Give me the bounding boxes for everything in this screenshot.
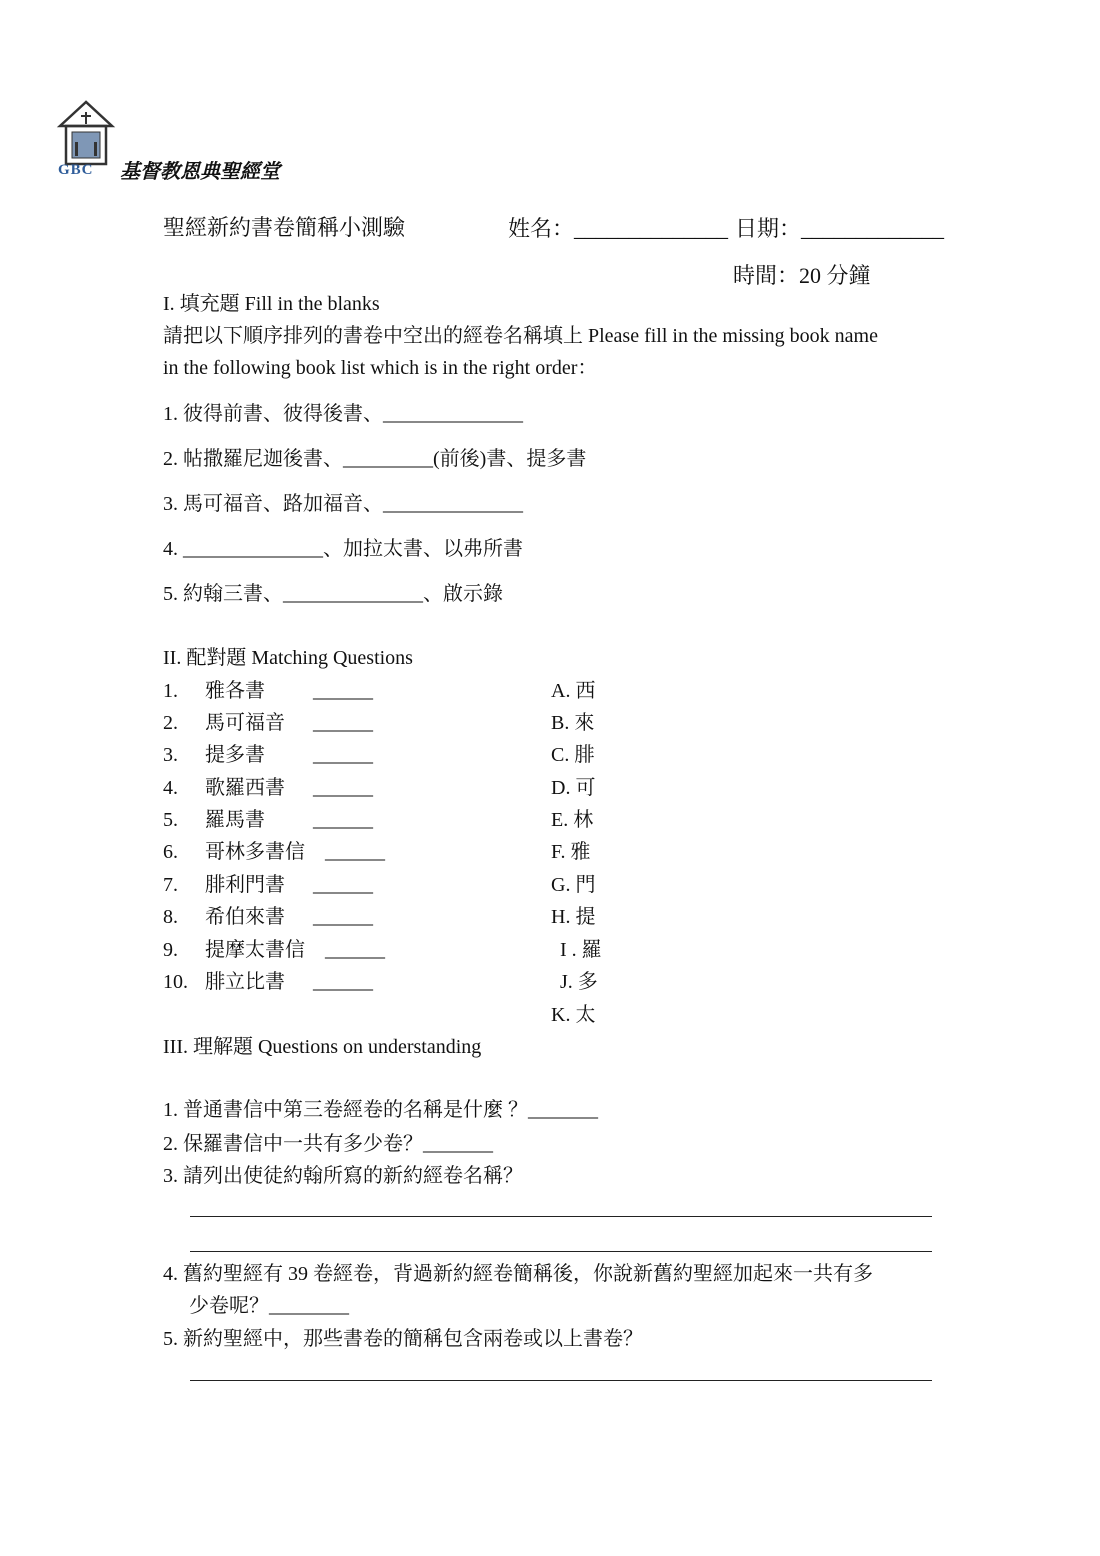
section3-heading: III. 理解題 Questions on understanding xyxy=(163,1036,482,1058)
match-blank[interactable]: ______ xyxy=(313,680,373,702)
match-book: 馬可福音 xyxy=(205,712,285,734)
question-3: 3. 請列出使徒約翰所寫的新約經卷名稱？ xyxy=(163,1165,523,1187)
fill-item[interactable]: 4. ______________、加拉太書、以弗所書 xyxy=(163,538,523,560)
section1-heading: I. 填充題 Fill in the blanks xyxy=(163,293,380,315)
question-4: 4. 舊約聖經有 39 卷經卷，背過新約經卷簡稱後，你說新舊約聖經加起來一共有多 xyxy=(163,1263,873,1285)
match-blank[interactable]: ______ xyxy=(313,971,373,993)
answer-line[interactable] xyxy=(190,1216,932,1217)
fill-item[interactable]: 2. 帖撒羅尼迦後書、_________(前後)書、提多書 xyxy=(163,448,587,470)
match-blank[interactable]: ______ xyxy=(313,809,373,831)
match-blank[interactable]: ______ xyxy=(325,841,385,863)
match-book: 腓利門書 xyxy=(205,874,285,896)
question-4-cont[interactable]: 少卷呢？________ xyxy=(189,1295,349,1317)
fill-item[interactable]: 5. 約翰三書、______________、啟示錄 xyxy=(163,583,503,605)
match-num: 6. xyxy=(163,841,178,863)
match-num: 8. xyxy=(163,906,178,928)
match-blank[interactable]: ______ xyxy=(313,744,373,766)
fill-item[interactable]: 1. 彼得前書、彼得後書、______________ xyxy=(163,403,523,425)
match-num: 3. xyxy=(163,744,178,766)
match-blank[interactable]: ______ xyxy=(313,906,373,928)
match-blank[interactable]: ______ xyxy=(313,777,373,799)
match-num: 4. xyxy=(163,777,178,799)
match-option: A. 西 xyxy=(551,680,596,702)
quiz-title: 聖經新約書卷簡稱小測驗 xyxy=(163,215,406,240)
match-blank[interactable]: ______ xyxy=(325,939,385,961)
match-option: K. 太 xyxy=(551,1004,596,1026)
church-logo xyxy=(56,100,116,180)
match-num: 2. xyxy=(163,712,178,734)
question-5: 5. 新約聖經中，那些書卷的簡稱包含兩卷或以上書卷？ xyxy=(163,1328,643,1350)
match-option: J. 多 xyxy=(560,971,598,993)
match-book: 希伯來書 xyxy=(205,906,285,928)
section1-instruction-1: 請把以下順序排列的書卷中空出的經卷名稱填上 Please fill in the missing book name xyxy=(163,325,878,347)
match-num: 7. xyxy=(163,874,178,896)
answer-line[interactable] xyxy=(190,1251,932,1252)
match-option: C. 腓 xyxy=(551,744,595,766)
match-book: 提摩太書信 xyxy=(205,939,305,961)
match-book: 歌羅西書 xyxy=(205,777,285,799)
match-blank[interactable]: ______ xyxy=(313,712,373,734)
org-name: 基督教恩典聖經堂 xyxy=(120,161,280,183)
match-blank[interactable]: ______ xyxy=(313,874,373,896)
question-2[interactable]: 2. 保羅書信中一共有多少卷？_______ xyxy=(163,1133,493,1155)
match-option: G. 門 xyxy=(551,874,596,896)
match-book: 腓立比書 xyxy=(205,971,285,993)
match-num: 5. xyxy=(163,809,178,831)
logo-text: GBC xyxy=(58,162,94,178)
match-option: H. 提 xyxy=(551,906,596,928)
name-field[interactable]: 姓名：______________ xyxy=(508,216,729,241)
match-book: 雅各書 xyxy=(205,680,265,702)
match-option: E. 林 xyxy=(551,809,594,831)
match-num: 9. xyxy=(163,939,178,961)
match-book: 哥林多書信 xyxy=(205,841,305,863)
match-option: B. 來 xyxy=(551,712,595,734)
match-num: 1. xyxy=(163,680,178,702)
section1-instruction-2: in the following book list which is in the right order： xyxy=(163,357,598,379)
match-option: F. 雅 xyxy=(551,841,591,863)
section2-heading: II. 配對題 Matching Questions xyxy=(163,647,413,669)
fill-item[interactable]: 3. 馬可福音、路加福音、______________ xyxy=(163,493,523,515)
answer-line[interactable] xyxy=(190,1380,932,1381)
question-1[interactable]: 1. 普通書信中第三卷經卷的名稱是什麼 ？_______ xyxy=(163,1099,598,1121)
match-option: I . 羅 xyxy=(560,939,602,961)
time-limit: 時間：20 分鐘 xyxy=(733,263,871,288)
match-book: 羅馬書 xyxy=(205,809,265,831)
match-book: 提多書 xyxy=(205,744,265,766)
date-field[interactable]: 日期：_____________ xyxy=(735,216,945,241)
match-num: 10. xyxy=(163,971,188,993)
match-option: D. 可 xyxy=(551,777,596,799)
